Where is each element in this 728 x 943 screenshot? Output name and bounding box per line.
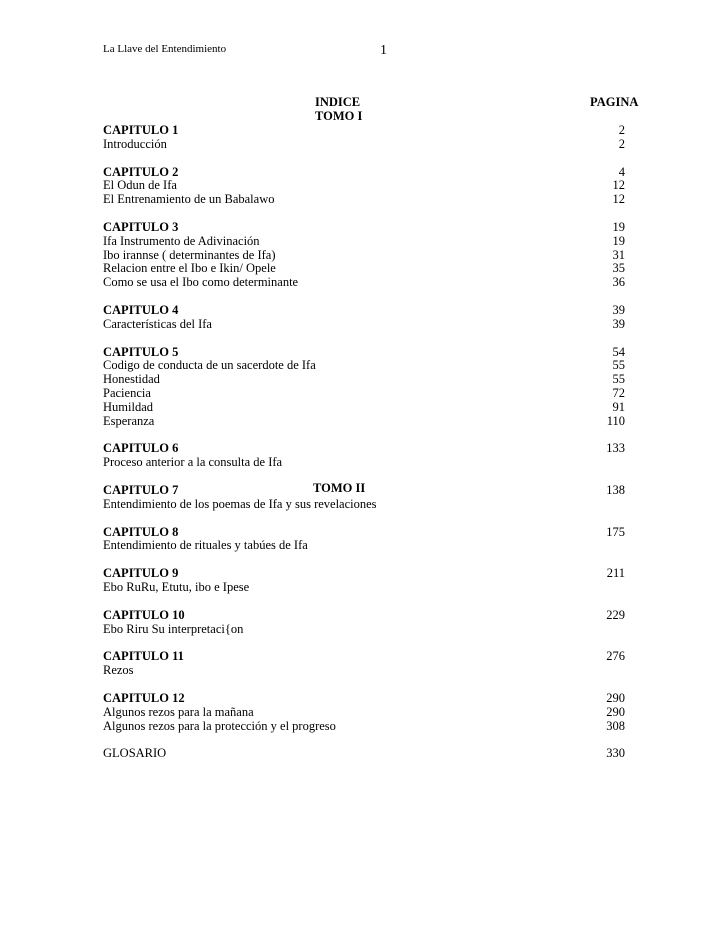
indice-heading: INDICE <box>315 95 361 109</box>
tomo-2-heading: TOMO II <box>313 481 366 495</box>
toc-entry-label: CAPITULO 5 <box>103 344 179 359</box>
toc-group <box>103 747 633 761</box>
toc-entry-label: Rezos <box>103 663 134 678</box>
toc-entry-page: 39 <box>612 302 625 317</box>
toc-entry-label: El Odun de Ifa <box>103 178 177 193</box>
toc-entry-row <box>103 276 633 290</box>
toc-entry-page: 290 <box>606 704 625 719</box>
toc-entry-label: Ibo irannse ( determinantes de Ifa) <box>103 247 276 262</box>
toc-entry-page: 55 <box>612 358 625 373</box>
table-of-contents <box>103 124 633 775</box>
toc-entry-row <box>103 262 633 276</box>
toc-entry-label: Codigo de conducta de un sacerdote de Ifa <box>103 358 316 373</box>
toc-entry-label: Paciencia <box>103 385 151 400</box>
toc-group <box>103 609 633 637</box>
chapter-heading-row <box>103 567 633 581</box>
pagina-heading: PAGINA <box>590 95 639 109</box>
chapter-heading-row <box>103 304 633 318</box>
toc-entry-row <box>103 664 633 678</box>
toc-group <box>103 166 633 207</box>
toc-entry-row <box>103 359 633 373</box>
toc-entry-row <box>103 249 633 263</box>
toc-entry-page: 175 <box>606 524 625 539</box>
toc-entry-row <box>103 401 633 415</box>
toc-entry-row <box>103 318 633 332</box>
toc-entry-page: 19 <box>612 233 625 248</box>
toc-entry-page: 54 <box>612 344 625 359</box>
toc-entry-row <box>103 456 633 470</box>
toc-entry-row <box>103 747 633 761</box>
toc-entry-label: GLOSARIO <box>103 746 167 761</box>
toc-entry-row <box>103 373 633 387</box>
toc-group <box>103 124 633 152</box>
toc-entry-page: 91 <box>612 399 625 414</box>
tomo-1-heading: TOMO I <box>315 109 363 123</box>
chapter-heading-row <box>103 166 633 180</box>
document-title: La Llave del Entendimiento <box>103 43 227 55</box>
toc-entry-page: 39 <box>612 316 625 331</box>
toc-entry-page: 2 <box>618 123 625 137</box>
toc-entry-page: 290 <box>606 690 625 705</box>
toc-group <box>103 304 633 332</box>
toc-entry-page: 72 <box>612 385 625 400</box>
toc-entry-page: 4 <box>618 164 625 179</box>
toc-entry-page: 138 <box>606 482 625 497</box>
toc-entry-row <box>103 498 633 512</box>
toc-entry-row <box>103 539 633 553</box>
toc-entry-row <box>103 623 633 637</box>
toc-entry-page: 133 <box>606 441 625 456</box>
toc-entry-row <box>103 415 633 429</box>
toc-entry-row <box>103 706 633 720</box>
chapter-heading-row <box>103 650 633 664</box>
toc-entry-label: Algunos rezos para la protección y el progreso <box>103 718 336 733</box>
toc-entry-label: Relacion entre el Ibo e Ikin/ Opele <box>103 261 276 276</box>
toc-entry-page: 31 <box>612 247 625 262</box>
toc-entry-label: Ifa Instrumento de Adivinación <box>103 233 260 248</box>
toc-entry-row <box>103 193 633 207</box>
toc-entry-label: CAPITULO 6 <box>103 441 179 456</box>
toc-entry-label: Honestidad <box>103 372 160 387</box>
toc-entry-page: 55 <box>612 372 625 387</box>
toc-entry-row <box>103 179 633 193</box>
toc-entry-page: 12 <box>612 178 625 193</box>
toc-entry-label: CAPITULO 2 <box>103 164 179 179</box>
toc-entry-label: Como se usa el Ibo como determinante <box>103 275 299 290</box>
toc-entry-label: Entendimiento de los poemas de Ifa y sus revelaciones <box>103 496 377 511</box>
toc-group <box>103 567 633 595</box>
toc-entry-page: 308 <box>606 718 625 733</box>
toc-entry-page: 276 <box>606 649 625 664</box>
toc-entry-label: Entendimiento de rituales y tabúes de Ifa <box>103 538 308 553</box>
toc-entry-row <box>103 720 633 734</box>
toc-entry-label: CAPITULO 3 <box>103 219 179 234</box>
toc-entry-label: El Entrenamiento de un Babalawo <box>103 192 275 207</box>
chapter-heading-row <box>103 346 633 360</box>
toc-entry-page: 2 <box>618 136 625 151</box>
toc-entry-label: CAPITULO 7 <box>103 482 179 497</box>
toc-entry-label: Humildad <box>103 399 153 414</box>
toc-group <box>103 692 633 733</box>
chapter-heading-row <box>103 526 633 540</box>
toc-entry-label: CAPITULO 12 <box>103 690 185 705</box>
toc-entry-label: CAPITULO 10 <box>103 607 185 622</box>
toc-entry-row <box>103 387 633 401</box>
chapter-heading-row <box>103 124 633 138</box>
toc-entry-page: 211 <box>606 566 625 581</box>
toc-entry-label: CAPITULO 1 <box>103 123 179 137</box>
page-number: 1 <box>380 43 387 58</box>
toc-group <box>103 526 633 554</box>
chapter-heading-row <box>103 484 633 498</box>
chapter-heading-row <box>103 442 633 456</box>
toc-entry-label: CAPITULO 11 <box>103 649 184 664</box>
toc-entry-page: 330 <box>606 746 625 761</box>
toc-entry-page: 36 <box>612 275 625 290</box>
toc-entry-row <box>103 235 633 249</box>
toc-entry-page: 19 <box>612 219 625 234</box>
toc-entry-label: CAPITULO 9 <box>103 566 179 581</box>
toc-entry-label: Proceso anterior a la consulta de Ifa <box>103 455 283 470</box>
toc-entry-page: 110 <box>606 413 625 428</box>
toc-entry-page: 12 <box>612 192 625 207</box>
toc-entry-row <box>103 581 633 595</box>
toc-entry-label: Esperanza <box>103 413 155 428</box>
toc-group <box>103 442 633 470</box>
toc-group <box>103 221 633 290</box>
toc-entry-page: 229 <box>606 607 625 622</box>
chapter-heading-row <box>103 221 633 235</box>
toc-group <box>103 484 633 512</box>
chapter-heading-row <box>103 692 633 706</box>
toc-entry-label: Características del Ifa <box>103 316 212 331</box>
toc-group <box>103 346 633 429</box>
toc-entry-label: Algunos rezos para la mañana <box>103 704 254 719</box>
toc-entry-row <box>103 138 633 152</box>
chapter-heading-row <box>103 609 633 623</box>
toc-entry-label: Introducción <box>103 136 167 151</box>
toc-entry-label: Ebo RuRu, Etutu, ibo e Ipese <box>103 579 250 594</box>
toc-group <box>103 650 633 678</box>
toc-entry-label: CAPITULO 8 <box>103 524 179 539</box>
toc-entry-page: 35 <box>612 261 625 276</box>
toc-entry-label: Ebo Riru Su interpretaci{on <box>103 621 244 636</box>
toc-entry-label: CAPITULO 4 <box>103 302 179 317</box>
